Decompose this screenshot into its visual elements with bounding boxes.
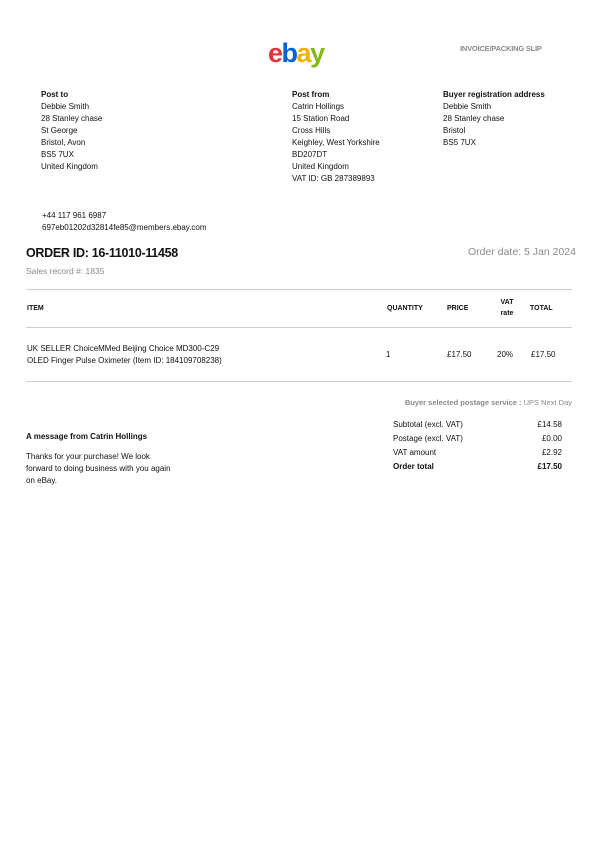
item-title-line: UK SELLER ChoiceMMed Beijing Choice MD300-C29 (27, 344, 220, 353)
post-to-line: BS5 7UX (41, 150, 74, 159)
post-from-line: Catrin Hollings (292, 102, 345, 111)
buyer-registration-block (443, 89, 545, 149)
column-header-vat-rate (497, 297, 517, 319)
buyer-registration-line: Bristol (443, 126, 466, 135)
vat-amount-label: VAT amount (393, 448, 437, 457)
buyer-email: 697eb01202d32814fe85@members.ebay.com (42, 223, 207, 232)
post-from-line: Cross Hills (292, 126, 331, 135)
post-from-heading: Post from (292, 90, 330, 99)
buyer-phone: +44 117 961 6987 (42, 211, 107, 220)
vat-amount-value: £2.92 (541, 448, 562, 457)
column-header-price: PRICE (447, 305, 469, 312)
table-row-vat-rate: 20% (497, 350, 514, 359)
order-date: Order date: 5 Jan 2024 (468, 246, 576, 258)
seller-message-heading: A message from Catrin Hollings (26, 432, 148, 441)
post-to-line: Bristol, Avon (41, 138, 86, 147)
post-to-line: 28 Stanley chase (41, 114, 103, 123)
buyer-registration-line: Debbie Smith (443, 102, 492, 111)
item-title-line: OLED Finger Pulse Oximeter (Item ID: 184109708238) (27, 356, 222, 365)
order-id: ORDER ID: 16-11010-11458 (26, 246, 178, 260)
column-header-quantity: QUANTITY (387, 305, 423, 312)
table-header-divider (26, 327, 572, 328)
ebay-logo (268, 40, 324, 67)
table-row-item (27, 343, 222, 367)
subtotal-value: £14.58 (537, 420, 562, 429)
post-from-line: BD207DT (292, 150, 328, 159)
document-title: INVOICE/PACKING SLIP (460, 44, 542, 53)
postage-service-label: Buyer selected postage service : (404, 398, 522, 407)
post-from-block (292, 89, 380, 185)
buyer-registration-heading: Buyer registration address (443, 90, 545, 99)
table-row-total: £17.50 (531, 350, 556, 359)
table-row-quantity: 1 (386, 350, 391, 359)
postage-label: Postage (excl. VAT) (393, 434, 463, 443)
buyer-contact (42, 210, 207, 234)
column-header-item: ITEM (27, 305, 44, 312)
postage-service-value: UPS Next Day (523, 398, 572, 407)
postage-value: £0.00 (541, 434, 562, 443)
post-to-line: United Kingdom (41, 162, 98, 171)
postage-service (405, 398, 572, 407)
column-header-total: TOTAL (530, 305, 553, 312)
buyer-registration-line: 28 Stanley chase (443, 114, 505, 123)
table-top-divider (26, 289, 572, 290)
table-bottom-divider (26, 381, 572, 382)
table-row-price: £17.50 (447, 350, 472, 359)
post-from-vat-id: VAT ID: GB 287389893 (292, 174, 375, 183)
sales-record: Sales record #: 1835 (26, 266, 105, 276)
post-from-line: 15 Station Road (292, 114, 350, 123)
buyer-registration-line: BS5 7UX (443, 138, 476, 147)
logo-letter-e: e (268, 38, 282, 68)
post-from-line: United Kingdom (292, 162, 349, 171)
logo-letter-b: b (281, 38, 297, 68)
column-header-vat-rate-line: VAT (500, 299, 514, 306)
seller-message-body: Thanks for your purchase! We look forward to doing business with you again on eBay. (26, 452, 171, 485)
logo-letter-a: a (296, 38, 311, 68)
column-header-vat-rate-line: rate (500, 310, 514, 317)
order-total-label: Order total (393, 462, 434, 471)
post-from-line: Keighley, West Yorkshire (292, 138, 380, 147)
post-to-line: St George (41, 126, 78, 135)
order-total-value: £17.50 (537, 462, 562, 471)
post-to-block (41, 89, 102, 173)
post-to-line: Debbie Smith (41, 102, 90, 111)
subtotal-label: Subtotal (excl. VAT) (393, 420, 463, 429)
logo-letter-y: y (310, 38, 324, 68)
post-to-heading: Post to (41, 90, 69, 99)
